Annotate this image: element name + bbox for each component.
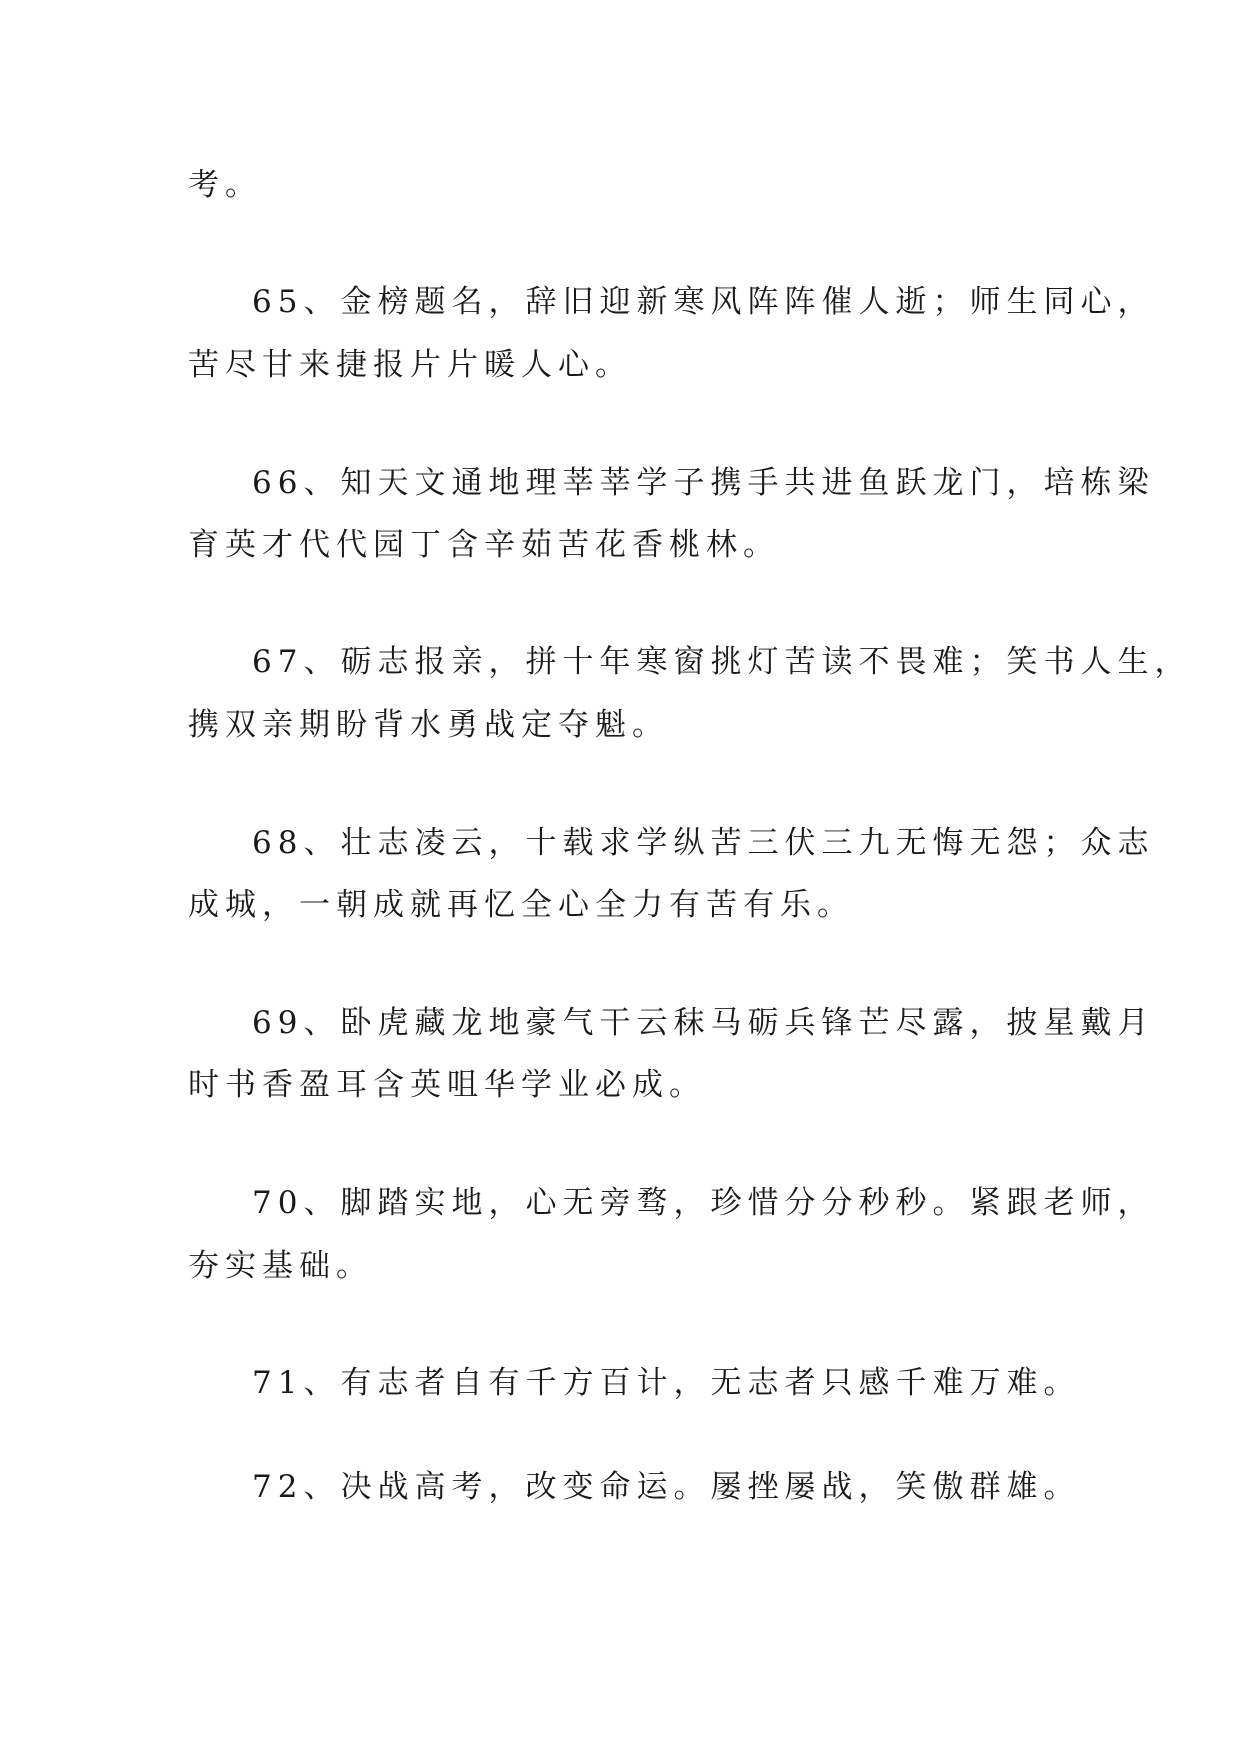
entry-68-line-2: 成城，一朝成就再忆全心全力有苦有乐。 xyxy=(188,887,854,923)
entry-68-line-1: 68、壮志凌云，十载求学纵苦三伏三九无悔无怨；众志 xyxy=(252,825,1155,861)
entry-66-line-1: 66、知天文通地理莘莘学子携手共进鱼跃龙门，培栋梁 xyxy=(252,465,1155,501)
entry-70-line-2: 夯实基础。 xyxy=(188,1248,373,1284)
entry-70-line-1: 70、脚踏实地，心无旁骛，珍惜分分秒秒。紧跟老师， xyxy=(252,1185,1155,1221)
entry-71-line-1: 71、有志者自有千方百计，无志者只感千难万难。 xyxy=(252,1365,1081,1401)
carryover-text: 考。 xyxy=(188,167,262,203)
entry-67-line-2: 携双亲期盼背水勇战定夺魁。 xyxy=(188,707,669,743)
entry-66-line-2: 育英才代代园丁含辛茹苦花香桃林。 xyxy=(188,527,780,563)
entry-65-line-2: 苦尽甘来捷报片片暖人心。 xyxy=(188,347,632,383)
entry-65-line-1: 65、金榜题名，辞旧迎新寒风阵阵催人逝；师生同心， xyxy=(252,284,1155,320)
entry-72-line-1: 72、决战高考，改变命运。屡挫屡战，笑傲群雄。 xyxy=(252,1469,1081,1505)
entry-67-line-1: 67、砺志报亲，拼十年寒窗挑灯苦读不畏难；笑书人生， xyxy=(252,644,1192,680)
entry-69-line-1: 69、卧虎藏龙地豪气干云秣马砺兵锋芒尽露，披星戴月 xyxy=(252,1005,1155,1041)
entry-69-line-2: 时书香盈耳含英咀华学业必成。 xyxy=(188,1067,706,1103)
